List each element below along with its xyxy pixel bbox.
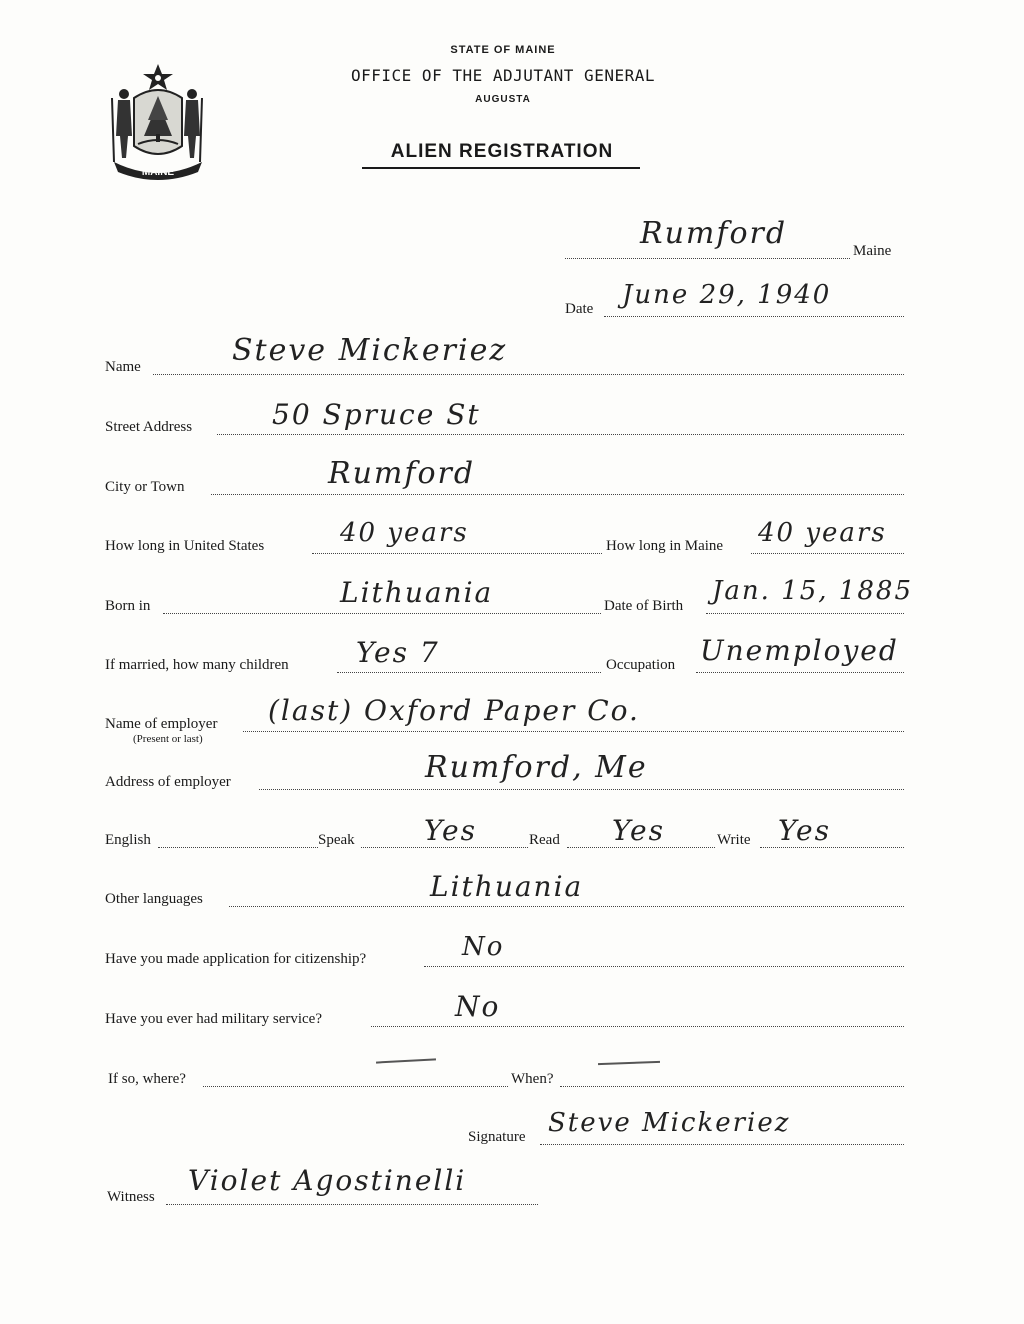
how-long-maine-label: How long in Maine — [606, 538, 724, 554]
signature-line — [540, 1144, 904, 1145]
witness-label: Witness — [107, 1189, 155, 1205]
read-line — [567, 847, 715, 848]
read-label: Read — [529, 832, 560, 848]
employer-sub-label: (Present or last) — [133, 733, 203, 745]
other-languages-label: Other languages — [105, 891, 203, 907]
military-value[interactable]: No — [455, 990, 501, 1023]
date-line — [604, 316, 904, 317]
page-title: ALIEN REGISTRATION — [390, 141, 614, 162]
married-children-line — [337, 672, 601, 673]
seal-text: MAINE — [141, 167, 175, 178]
office-heading: OFFICE OF THE ADJUTANT GENERAL — [351, 66, 655, 85]
date-value[interactable]: June 29, 1940 — [622, 280, 832, 310]
witness-line — [166, 1204, 538, 1205]
military-label: Have you ever had military service? — [105, 1011, 322, 1027]
street-address-label: Street Address — [105, 419, 193, 435]
if-so-where-line — [203, 1086, 508, 1087]
employer-name-label: Name of employer — [105, 716, 218, 732]
signature-value[interactable]: Steve Mickeriez — [548, 1108, 791, 1138]
born-in-value[interactable]: Lithuania — [340, 576, 494, 609]
married-children-value[interactable]: Yes 7 — [356, 636, 440, 669]
employer-address-line — [259, 789, 904, 790]
city-heading: AUGUSTA — [475, 94, 531, 105]
married-children-label: If married, how many children — [105, 657, 289, 673]
citizenship-label: Have you made application for citizenship? — [105, 951, 367, 967]
how-long-maine-line — [751, 553, 904, 554]
city-line — [211, 494, 904, 495]
occupation-value[interactable]: Unemployed — [700, 634, 899, 667]
maine-label: Maine — [853, 243, 892, 259]
other-languages-line — [229, 906, 904, 907]
street-address-line — [217, 434, 904, 435]
speak-value[interactable]: Yes — [424, 814, 477, 847]
city-value[interactable]: Rumford — [328, 456, 476, 491]
write-value[interactable]: Yes — [778, 814, 831, 847]
date-of-birth-value[interactable]: Jan. 15, 1885 — [712, 576, 913, 606]
name-line — [153, 374, 904, 375]
state-heading: STATE OF MAINE — [450, 44, 556, 56]
employer-address-label: Address of employer — [105, 774, 231, 790]
date-of-birth-label: Date of Birth — [604, 598, 684, 614]
town-value[interactable]: Rumford — [640, 216, 788, 251]
english-label: English — [105, 832, 151, 848]
street-address-value[interactable]: 50 Spruce St — [272, 398, 481, 431]
occupation-label: Occupation — [606, 657, 676, 673]
citizenship-value[interactable]: No — [462, 932, 505, 962]
read-value[interactable]: Yes — [612, 814, 665, 847]
city-label: City or Town — [105, 479, 185, 495]
employer-address-value[interactable]: Rumford, Me — [425, 750, 648, 785]
where-dash-mark — [376, 1058, 436, 1063]
how-long-us-line — [312, 553, 602, 554]
citizenship-line — [424, 966, 904, 967]
when-dash-mark — [598, 1061, 660, 1065]
witness-value[interactable]: Violet Agostinelli — [188, 1164, 467, 1197]
date-label: Date — [565, 301, 594, 317]
english-line — [158, 847, 318, 848]
occupation-line — [696, 672, 904, 673]
name-value[interactable]: Steve Mickeriez — [232, 333, 508, 368]
date-of-birth-line — [706, 613, 904, 614]
when-label: When? — [511, 1071, 554, 1087]
title-underline — [362, 167, 640, 169]
how-long-us-label: How long in United States — [105, 538, 265, 554]
born-in-line — [163, 613, 601, 614]
other-languages-value[interactable]: Lithuania — [430, 870, 584, 903]
when-line — [560, 1086, 904, 1087]
speak-label: Speak — [318, 832, 355, 848]
how-long-us-value[interactable]: 40 years — [340, 518, 469, 548]
speak-line — [361, 847, 528, 848]
military-line — [371, 1026, 904, 1027]
write-line — [760, 847, 904, 848]
write-label: Write — [717, 832, 751, 848]
signature-label: Signature — [468, 1129, 526, 1145]
born-in-label: Born in — [105, 598, 151, 614]
employer-name-line — [243, 731, 904, 732]
how-long-maine-value[interactable]: 40 years — [758, 518, 887, 548]
town-line — [565, 258, 850, 259]
employer-name-value[interactable]: (last) Oxford Paper Co. — [268, 694, 640, 727]
if-so-where-label: If so, where? — [108, 1071, 186, 1087]
name-label: Name — [105, 359, 141, 375]
